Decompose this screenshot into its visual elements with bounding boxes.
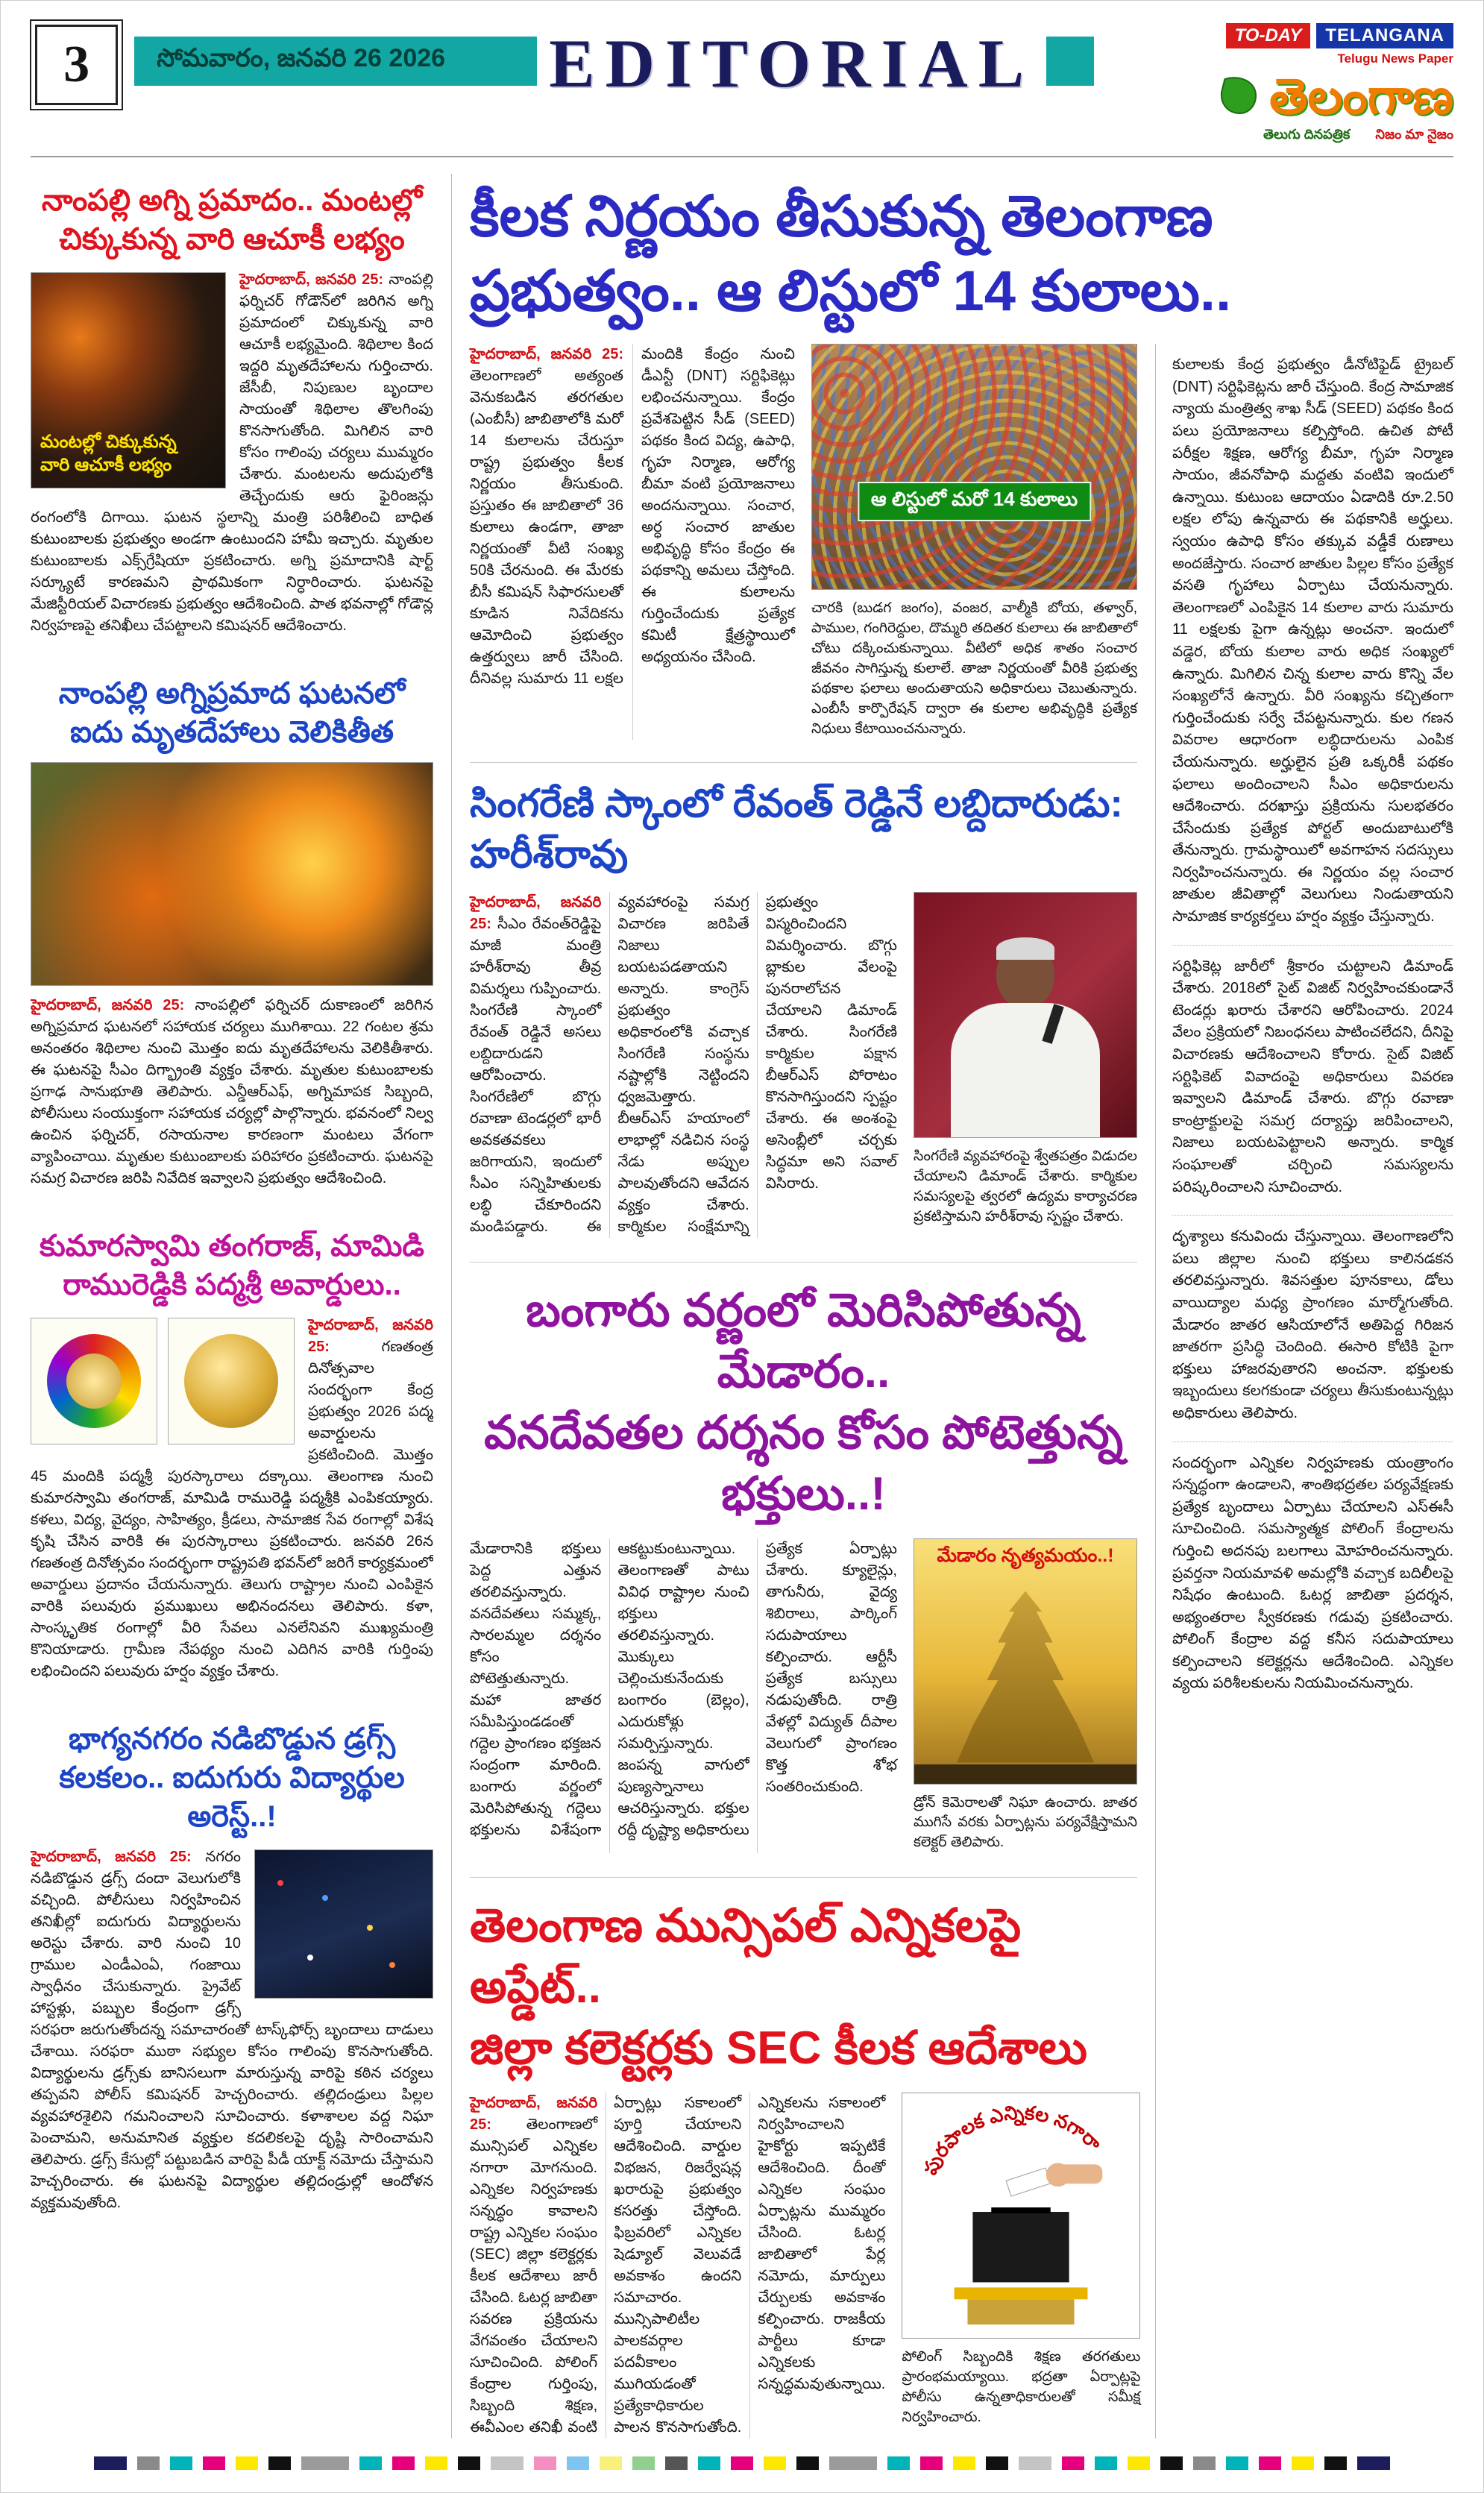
color-bar	[1019, 2456, 1051, 2470]
headline-line2: వనదేవతల దర్శనం కోసం పోటెత్తున్న భక్తులు..!	[484, 1406, 1123, 1520]
color-bar	[567, 2456, 589, 2470]
body-continuation: సింగరేణి వ్యవహారంపై శ్వేతపత్రం విడుదల చేయాలని డిమాండ్ చేశారు. కార్మికుల సమస్యలపై త్వరలో ఉద్యమ కార్యాచరణ ప్రకటిస్తామని హరీశ్‌రావు స్పష్టం చేశారు.	[914, 1148, 1137, 1225]
dateline: హైదరాబాద్, జనవరి 25:	[470, 346, 623, 363]
color-bar	[236, 2456, 258, 2470]
article-body	[470, 892, 897, 1238]
emblem-ring-icon	[47, 1334, 141, 1428]
color-bar	[1062, 2456, 1084, 2470]
page-number-box	[35, 25, 118, 105]
rail-text-dnt-seed: కులాలకు కేంద్ర ప్రభుత్వం డీనోటిఫైడ్ ట్రైబల్ (DNT) సర్టిఫికెట్లను జారీ చేస్తుంది. కేంద్ర సామాజిక న్యాయ మంత్రిత్వ శాఖ సీడ్ (SEED) పథకం కింద పలు ప్రయోజనాలు కల్పిస్తోంది. ఉచిత పోటీ పరీక్షల శిక్షణ, ఆరోగ్య బీమా, గృహ నిర్మాణ సాయం, జీవనోపాధి మద్దతు వంటివి ఇందులో ఉన్నాయి. కుటుంబ ఆదాయం ఏడాదికి రూ.2.50 లక్షల లోపు ఉన్నవారు ఈ పథకానికి అర్హులు. స్వయం ఉపాధి కోసం తక్కువ వడ్డీకే రుణాలు అందజేస్తారు. సంచార జాతుల పిల్లల కోసం ప్రత్యేక వసతి గృహాలు ఏర్పాటు చేయనున్నారు. తెలంగాణలో ఎంపికైన 14 కులాల వారు సుమారు 11 లక్షలకు పైగా ఉన్నట్లు అంచనా. ఇందులో వడ్డెర, బోయ కులాల వారు అధిక సంఖ్యలో ఉన్నారు. మిగిలిన చిన్న కులాల వారు కొన్ని వేల సంఖ్యలోనే ఉన్నారు. వీరి సంఖ్యను కచ్చితంగా గుర్తించేందుకు సర్వే చేపట్టనున్నారు. కుల గణన వివరాల ఆధారంగా లబ్ధిదారులను ఎంపిక చేయనున్నారు. అర్హులైన ప్రతి ఒక్కరికీ పథకం ఫలాలు అందించాలని సీఎం అధికారులను ఆదేశించారు. దరఖాస్తు ప్రక్రియను సులభతరం చేసేందుకు ప్రత్యేక పోర్టల్ అందుబాటులోకి తేనున్నారు. గ్రామస్థాయిలో అవగాహన సదస్సులు నిర్వహించనున్నారు. ఈ నిర్ణయం వల్ల సంచార జాతుల జీవితాల్లో వెలుగులు నిండుతాయని సామాజిక కార్యకర్తలు హర్షం వ్యక్తం చేస్తున్నారు.	[1172, 356, 1453, 925]
color-bar	[600, 2456, 622, 2470]
color-bar	[731, 2456, 753, 2470]
masthead-logo-row	[1106, 69, 1453, 124]
ballot-illustration	[902, 2093, 1139, 2338]
article-nampally-fire-trace	[31, 174, 433, 637]
color-bar	[534, 2456, 556, 2470]
body-text: నాంపల్లిలో ఫర్నిచర్ దుకాణంలో జరిగిన అగ్నిప్రమాద ఘటనలో సహాయక చర్యలు ముగిశాయి. 22 గంటల శ్రమ అనంతరం శిథిలాల నుంచి మొత్తం ఐదు మృతదేహాలను వెలికితీశారు. ఈ ఘటనపై సీఎం దిగ్భ్రాంతి వ్యక్తం చేశారు. మృతుల కుటుంబాలకు ప్రగాఢ సానుభూతి తెలిపారు. ఎన్డీఆర్ఎఫ్, అగ్నిమాపక సిబ్బంది, పోలీసులు సంయుక్తంగా సహాయక చర్యల్లో పాల్గొన్నారు. భవనంలో నిల్వ ఉంచిన ఫర్నిచర్, రసాయనాల కారణంగా మంటలు వేగంగా వ్యాపించాయి. మృతుల కుటుంబాలకు పరిహారం ప్రకటించారు. ఘటనపై సమగ్ర విచారణ జరిపి నివేదిక ఇవ్వాలని ప్రభుత్వం ఆదేశించింది.	[31, 996, 433, 1186]
dateline: హైదరాబాద్, జనవరి 25:	[31, 996, 185, 1013]
fire-collage-photo	[31, 272, 226, 488]
color-bar	[887, 2456, 910, 2470]
color-bar	[425, 2456, 447, 2470]
speaker-photo	[914, 892, 1137, 1138]
color-bar	[170, 2456, 192, 2470]
color-bar	[359, 2456, 382, 2470]
color-bar	[1226, 2456, 1248, 2470]
lead-headline	[470, 180, 1453, 330]
section-title: EDITORIAL	[549, 25, 1035, 101]
article-layout	[470, 892, 1137, 1238]
article-body	[470, 1538, 897, 1854]
speaker-torso	[951, 1003, 1100, 1138]
rail-text-medaram: దృశ్యాలు కనువిందు చేస్తున్నాయి. తెలంగాణలోని పలు జిల్లాల నుంచి భక్తులు కాలినడకన తరలివస్తున్నారు. శివసత్తుల పూనకాలు, డోలు వాయిద్యాల మధ్య ప్రాంగణం మార్మోగుతోంది. మేడారం జాతర ఆసియాలోనే అతిపెద్ద గిరిజన జాతరగా ప్రసిద్ధి చెందింది. ఈసారి కోటికి పైగా భక్తులు హాజరవుతారని అంచనా. భక్తులకు ఇబ్బందులు కలగకుండా చర్యలు తీసుకుంటున్నట్లు అధికారులు తెలిపారు.	[1172, 1215, 1453, 1441]
headline: సింగరేణి స్కాంలో రేవంత్ రెడ్డినే లబ్దిదారుడు: హరీశ్‌రావు	[470, 762, 1137, 880]
color-bar	[1324, 2456, 1347, 2470]
right-rail	[1155, 344, 1453, 2439]
crowd-photo	[811, 344, 1137, 590]
color-bar	[1128, 2456, 1150, 2470]
telangana-map-icon	[1216, 73, 1262, 119]
masthead-logo-text: తెలంగాణ	[1269, 69, 1453, 124]
headline-line1: బంగారు వర్ణంలో మెరిసిపోతున్న మేడారం..	[526, 1285, 1081, 1398]
left-column	[31, 174, 452, 2439]
article-padma-awards	[31, 1219, 433, 1682]
article-municipal-elections	[470, 1877, 1141, 2438]
photo-caption: మంటల్లో చిక్కుకున్న వారి ఆచూకీ లభ్యం	[40, 432, 177, 476]
photo-caption-ribbon: ఆ లిస్టులో మరో 14 కులాలు	[858, 482, 1091, 521]
color-bar	[1292, 2456, 1314, 2470]
color-bar	[268, 2456, 291, 2470]
date-text: సోమవారం, జనవరి 26 2026	[157, 43, 446, 72]
color-bar	[953, 2456, 975, 2470]
page-header	[31, 20, 1453, 157]
temple-silhouette	[957, 1591, 1094, 1763]
masthead-top-row	[1106, 23, 1453, 48]
medaram-temple-photo	[914, 1538, 1137, 1785]
figure-column	[914, 892, 1137, 1238]
masthead-sub-left: తెలుగు దినపత్రిక	[1263, 126, 1351, 142]
body-text: నగరం నడిబొడ్డున డ్రగ్స్ దందా వెలుగులోకి వచ్చింది. పోలీసులు నిర్వహించిన తనిఖీల్లో ఐదుగురు విద్యార్థులను అరెస్టు చేశారు. వారి నుంచి 10 గ్రాముల ఎండీఎంఏ, గంజాయి స్వాధీనం చేసుకున్నారు. ప్రైవేట్ హాస్టళ్లు, పబ్బుల కేంద్రంగా డ్రగ్స్ సరఫరా జరుగుతోందన్న సమాచారంతో టాస్క్‌ఫోర్స్ బృందాలు దాడులు చేశాయి. సరఫరా ముఠా సభ్యుల కోసం గాలింపు కొనసాగుతోంది. విద్యార్థులను డ్రగ్స్‌కు బానిసలుగా మారుస్తున్న వారిపై కఠిన చర్యలు తప్పవని పోలీస్ కమిషనర్ హెచ్చరించారు. తల్లిదండ్రులు పిల్లల వ్యవహారశైలిని గమనించాలని సూచించారు. కళాశాలల వద్ద నిఘా పెంచామని, అనుమానిత వ్యక్తుల కదలికలపై దృష్టి సారించామని తెలిపారు. డ్రగ్స్ కేసుల్లో పట్టుబడిన వారిపై పీడీ యాక్ట్ నమోదు చేస్తామని హెచ్చరించారు. ఈ ఘటనపై విద్యార్థుల తల్లిదండ్రుల్లో ఆందోళన వ్యక్తమవుతోంది.	[31, 1848, 433, 2211]
ballot-slot	[992, 2207, 1051, 2213]
headline: నాంపల్లి అగ్నిప్రమాద ఘటనలో ఐదు మృతదేహాలు వెలికితీత	[58, 676, 406, 749]
headline-line2: జిల్లా కలెక్టర్లకు SEC కీలక ఆదేశాలు	[470, 2022, 1087, 2075]
color-bar	[301, 2456, 349, 2470]
headline	[470, 1262, 1137, 1524]
color-bar	[796, 2456, 819, 2470]
body-continuation: డ్రోన్ కెమెరాలతో నిఘా ఉంచారు. జాతర ముగిసే వరకు ఏర్పాట్లను పర్యవేక్షిస్తామని కలెక్టర్ తెలిపారు.	[914, 1794, 1137, 1851]
main-area	[470, 174, 1453, 2439]
headline: నాంపల్లి అగ్ని ప్రమాదం.. మంటల్లో చిక్కుకున్న వారి ఆచూకీ లభ్యం	[41, 183, 423, 256]
body-text: మేడారానికి భక్తులు పెద్ద ఎత్తున తరలివస్తున్నారు. వనదేవతలు సమ్మక్క, సారలమ్మల దర్శనం కోసం పోటెత్తుతున్నారు. మహా జాతర సమీపిస్తుండడంతో గద్దెల ప్రాంగణం భక్తజన సంద్రంగా మారింది. బంగారు వర్ణంలో మెరిసిపోతున్న గద్దెలు భక్తులను విశేషంగా ఆకట్టుకుంటున్నాయి. తెలంగాణతో పాటు వివిధ రాష్ట్రాల నుంచి భక్తులు తరలివస్తున్నారు. మొక్కులు చెల్లించుకునేందుకు బంగారం (బెల్లం), ఎదురుకోళ్లు సమర్పిస్తున్నారు. జంపన్న వాగులో పుణ్యస్నానాలు ఆచరిస్తున్నారు. భక్తుల రద్దీ దృష్ట్యా అధికారులు ప్రత్యేక ఏర్పాట్లు చేశారు. క్యూలైన్లు, తాగునీరు, వైద్య శిబిరాలు, పార్కింగ్ సదుపాయాలు కల్పించారు. ఆర్టీసీ ప్రత్యేక బస్సులు నడుపుతోంది. రాత్రి వేళల్లో విద్యుత్ దీపాల వెలుగులో ప్రాంగణం కొత్త శోభ సంతరించుకుంది.	[470, 1540, 897, 1838]
dateline: హైదరాబాద్, జనవరి 25:	[31, 1848, 192, 1865]
color-bars	[35, 2456, 1449, 2470]
article-medaram-jatara	[470, 1262, 1137, 1853]
masthead-subtexts	[1106, 127, 1453, 145]
body-text: గణతంత్ర దినోత్సవాల సందర్భంగా కేంద్ర ప్రభుత్వం 2026 పద్మ అవార్డులను ప్రకటించింది. మొత్తం 45 మందికి పద్మశ్రీ పురస్కారాలు దక్కాయి. తెలంగాణ నుంచి కుమారస్వామి తంగరాజ్, మామిడి రామురెడ్డి పద్మశ్రీకి ఎంపికయ్యారు. కళలు, విద్య, వైద్యం, సాహిత్యం, క్రీడలు, సామాజిక సేవ రంగాల్లో విశేష కృషి చేసిన వారికి ఈ పురస్కారాలు ప్రకటించారు. జనవరి 26న గణతంత్ర దినోత్సవం సందర్భంగా రాష్ట్రపతి భవన్‌లో జరిగే కార్యక్రమంలో అవార్డులు ప్రదానం చేయనున్నారు. తెలుగు రాష్ట్రాల నుంచి ఎంపికైన వారికి పలువురు ప్రముఖులు అభినందనలు తెలిపారు. కళా, సాంస్కృతిక రంగాల్లో వీరి సేవలు ఎనలేనివని ముఖ్యమంత్రి కొనియాడారు. గ్రామీణ నేపథ్యం నుంచి ఎదిగిన వారికి గుర్తింపు లభించిందని పలువురు హర్షం వ్యక్తం చేశారు.	[31, 1338, 433, 1679]
pedestal	[955, 2287, 1088, 2299]
gold-medal-icon	[184, 1334, 278, 1428]
article-singareni-scam	[470, 762, 1137, 1238]
headline-line1: తెలంగాణ మున్సిపల్ ఎన్నికలపై అప్డేట్..	[470, 1900, 1022, 2013]
figure-column	[914, 1538, 1137, 1854]
lead-headline-line1: కీలక నిర్ణయం తీసుకున్న తెలంగాణ	[470, 184, 1213, 248]
body-continuation: పోలింగ్ సిబ్బందికి శిక్షణ తరగతులు ప్రారంభమయ్యాయి. భద్రతా ఏర్పాట్లపై పోలీసు ఉన్నతాధికారులతో సమీక్ష నిర్వహించారు.	[902, 2348, 1141, 2425]
masthead-today-label: TO-DAY	[1226, 23, 1311, 48]
article-bc-list	[470, 344, 1137, 740]
headline: భాగ్యనగరం నడిబొడ్డున డ్రగ్స్ కలకలం.. ఐదుగురు విద్యార్థుల అరెస్ట్..!	[59, 1722, 405, 1833]
emblem-core-icon	[66, 1354, 122, 1409]
masthead-tagline: Telugu News Paper	[1337, 51, 1453, 66]
headline	[470, 1877, 1137, 2078]
photo-caption: మేడారం నృత్యమయం..!	[937, 1544, 1114, 1566]
color-bar	[665, 2456, 688, 2470]
ballot-box	[973, 2212, 1069, 2282]
color-bar	[491, 2456, 524, 2470]
dateline: హైదరాబాద్, జనవరి 25:	[470, 2094, 598, 2133]
article-layout	[470, 344, 1137, 740]
main-row	[470, 344, 1453, 2439]
color-bar	[920, 2456, 943, 2470]
dateline: హైదరాబాద్, జనవరి 25:	[470, 894, 602, 933]
article-body	[470, 2093, 885, 2439]
article-layout	[470, 2093, 1141, 2439]
article-body	[31, 995, 433, 1189]
ballot-graphic	[902, 2093, 1140, 2339]
color-calibration-footer	[31, 2439, 1453, 2485]
hand-arm	[1058, 2164, 1103, 2184]
night-police-photo	[254, 1849, 433, 1999]
article-nampally-fire-bodies	[31, 667, 433, 1189]
body-text: నాంపల్లి ఫర్నిచర్ గోడౌన్‌లో జరిగిన అగ్ని ప్రమాదంలో చిక్కుకున్న వారి ఆచూకీ లభ్యమైంది. శిథిలాల కింద ఇద్దరి మృతదేహాలను గుర్తించారు. జేసీబీ, నిపుణుల బృందాల సాయంతో శిథిలాల తొలగింపు కొనసాగుతోంది. మిగిలిన వారి కోసం గాలింపు చర్యలు ముమ్మరం చేశారు. మంటలను అదుపులోకి తెచ్చేందుకు ఆరు ఫైరింజన్లు రంగంలోకి దిగాయి. ఘటన స్థలాన్ని మంత్రి పరిశీలించి బాధిత కుటుంబాలకు ప్రభుత్వం అండగా ఉంటుందని హామీ ఇచ్చారు. మృతుల కుటుంబాలకు ఎక్స్‌గ్రేషియా ప్రకటించారు. అగ్ని ప్రమాదానికి షార్ట్ సర్క్యూటే కారణమని ప్రాథమికంగా నిర్ధారించారు. ఘటనపై మేజిస్టీరియల్ విచారణకు ప్రభుత్వం ఆదేశించింది. పాత భవనాల్లో గోడౌన్ల నిర్వహణపై తనిఖీలు చేపట్టాలని కమిషనర్ ఆదేశించారు.	[31, 271, 433, 634]
figure-column	[811, 344, 1137, 740]
headline: కుమారస్వామి తంగరాజ్, మామిడి రామురెడ్డికి పద్మశ్రీ అవార్డులు..	[39, 1229, 425, 1301]
award-emblem-photo	[31, 1318, 157, 1444]
color-bar	[1095, 2456, 1117, 2470]
content-area	[31, 157, 1453, 2439]
ballot-paper	[1007, 2168, 1051, 2196]
color-bar	[94, 2456, 127, 2470]
masthead-state-label: TELANGANA	[1316, 23, 1453, 48]
center-column	[470, 344, 1141, 2439]
speaker-head	[996, 940, 1054, 1007]
pedestal-base	[968, 2299, 1075, 2324]
dateline: హైదరాబాద్, జనవరి 25:	[239, 271, 384, 288]
rail-text-singareni: సర్టిఫికెట్ల జారీలో శ్రీకారం చుట్టాలని డిమాండ్ చేశారు. 2018లో సైట్ విజిట్ నిర్వహించకుండానే టెండర్లు ఖరారు చేశారని ఆరోపించారు. 2024 వేలం ప్రక్రియలో నిబంధనలు పాటించలేదని, దీనిపై విచారణకు ఆదేశించాలని కోరారు. సైట్ విజిట్ సర్టిఫికెట్ వివాదంపై అధికారులు వివరణ ఇవ్వాలని డిమాండ్ చేశారు. బొగ్గు రవాణా కాంట్రాక్టులపై సమగ్ర దర్యాప్తు జరిపించాలని, నిజాలు బయటపెట్టాలని అన్నారు. కార్మిక సంఘాలతో చర్చించి సమస్యలను పరిష్కరించాలని సూచించారు.	[1172, 945, 1453, 1216]
ballot-arc-text: పురపాలక ఎన్నికల నగారా	[919, 2102, 1106, 2178]
dateline: హైదరాబాద్, జనవరి 25:	[308, 1316, 433, 1355]
body-text: సీఎం రేవంత్‌రెడ్డిపై మాజీ మంత్రి హరీశ్‌రావు తీవ్ర విమర్శలు గుప్పించారు. సింగరేణి స్కాంలో రేవంత్ రెడ్డినే అసలు లబ్దిదారుడని ఆరోపించారు. సింగరేణిలో బొగ్గు రవాణా టెండర్లలో భారీ అవకతవకలు జరిగాయని, ఇందులో సీఎం సన్నిహితులకు లబ్ధి చేకూరిందని మండిపడ్డారు. ఈ వ్యవహారంపై సమగ్ర విచారణ జరిపితే నిజాలు బయటపడతాయని అన్నారు. కాంగ్రెస్ ప్రభుత్వం అధికారంలోకి వచ్చాక సింగరేణి సంస్థను నష్టాల్లోకి నెట్టిందని ధ్వజమెత్తారు. బీఆర్ఎస్ హయాంలో లాభాల్లో నడిచిన సంస్థ నేడు అప్పుల పాలవుతోందని ఆవేదన వ్యక్తం చేశారు. కార్మికుల సంక్షేమాన్ని ప్రభుత్వం విస్మరించిందని విమర్శించారు. బొగ్గు బ్లాకుల వేలంపై పునరాలోచన చేయాలని డిమాండ్ చేశారు. సింగరేణి కార్మికుల పక్షాన బీఆర్ఎస్ పోరాటం కొనసాగిస్తుందని స్పష్టం చేశారు. ఈ అంశంపై అసెంబ్లీలో చర్చకు సిద్ధమా అని సవాల్ విసిరారు.	[470, 894, 897, 1236]
color-bar	[1357, 2456, 1390, 2470]
color-bar	[632, 2456, 655, 2470]
color-bar	[392, 2456, 415, 2470]
teal-accent-block	[1046, 37, 1094, 86]
body-text: తెలంగాణలో మున్సిపల్ ఎన్నికల నగారా మోగనుంది. ఎన్నికల నిర్వహణకు సన్నద్ధం కావాలని రాష్ట్ర ఎన్నికల సంఘం (SEC) జిల్లా కలెక్టర్లకు కీలక ఆదేశాలు జారీ చేసింది. ఓటర్ల జాబితా సవరణ ప్రక్రియను వేగవంతం చేయాలని సూచించింది. పోలింగ్ కేంద్రాల గుర్తింపు, సిబ్బంది శిక్షణ, ఈవీఎంల తనిఖీ వంటి ఏర్పాట్లు సకాలంలో పూర్తి చేయాలని ఆదేశించింది. వార్డుల విభజన, రిజర్వేషన్ల ఖరారుపై ప్రభుత్వం కసరత్తు చేస్తోంది. ఫిబ్రవరిలో ఎన్నికల షెడ్యూల్ వెలువడే అవకాశం ఉందని సమాచారం. మున్సిపాలిటీల పాలకవర్గాల పదవీకాలం ముగియడంతో ప్రత్యేకాధికారుల పాలన కొనసాగుతోంది. ఎన్నికలను సకాలంలో నిర్వహించాలని హైకోర్టు ఇప్పటికే ఆదేశించింది. దీంతో ఎన్నికల సంఘం ఏర్పాట్లను ముమ్మరం చేసింది. ఓటర్ల జాబితాలో పేర్ల నమోదు, మార్పులు చేర్పులకు అవకాశం కల్పించారు. రాజకీయ పార్టీలు కూడా ఎన్నికలకు సన్నద్ధమవుతున్నాయి.	[470, 2094, 886, 2436]
lead-headline-line2: ప్రభుత్వం.. ఆ లిస్టులో 14 కులాలు..	[470, 259, 1232, 323]
color-bar	[698, 2456, 720, 2470]
color-bar	[986, 2456, 1008, 2470]
rail-text-elections: సందర్భంగా ఎన్నికల నిర్వహణకు యంత్రాంగం సన్నద్ధంగా ఉండాలని, శాంతిభద్రతల పర్యవేక్షణకు ప్రత్యేక బృందాలు ఏర్పాటు చేయాలని ఎస్ఈసీ సూచించింది. సమస్యాత్మక పోలింగ్ కేంద్రాలను గుర్తించి అదనపు బలగాలు మోహరించనున్నారు. ప్రవర్తనా నియమావళి అమల్లోకి వచ్చాక బదిలీలపై నిషేధం ఉంటుంది. ఓటర్ల జాబితా ప్రదర్శన, అభ్యంతరాల స్వీకరణకు గడువు ప్రకటించారు. పోలింగ్ కేంద్రాల వద్ద కనీస సదుపాయాలు కల్పించాలని కలెక్టర్లను ఆదేశించింది. ఎన్నికల వ్యయ పరిశీలకులను నియమించనున్నారు.	[1172, 1442, 1453, 1712]
color-bar	[764, 2456, 786, 2470]
color-bar	[137, 2456, 160, 2470]
article-drugs-arrest	[31, 1712, 433, 2214]
masthead	[1106, 20, 1453, 145]
article-layout	[470, 1538, 1137, 1854]
date-strip	[134, 37, 537, 86]
masthead-sub-right: నిజం మా నైజం	[1375, 126, 1453, 142]
color-bar	[203, 2456, 225, 2470]
award-medal-photo	[168, 1318, 295, 1444]
article-body	[470, 344, 795, 740]
color-bar	[1259, 2456, 1281, 2470]
body-continuation: చారకి (బుడగ జంగం), వంజర, వాల్మీకి బోయ, తళ్వార్, పాముల, గంగిరెద్దుల, దొమ్మరి తదితర కులాలు ఈ జాబితాలో చోటు దక్కించుకున్నాయి. వీటిలో అధిక శాతం సంచార జీవనం సాగిస్తున్న కులాలే. తాజా నిర్ణయంతో వీరికి ప్రభుత్వ పథకాల ఫలాలు అందుతాయని అధికారులు చెబుతున్నారు. ఎంబీసీ కార్పొరేషన్ ద్వారా ఈ కులాల అభివృద్ధికి ప్రత్యేక నిధులు కేటాయించనున్నారు.	[811, 600, 1137, 738]
color-bar	[829, 2456, 877, 2470]
page-number: 3	[63, 36, 90, 93]
award-emblem-photos	[31, 1318, 295, 1444]
color-bar	[458, 2456, 480, 2470]
color-bar	[1193, 2456, 1216, 2470]
fire-scene-photo	[31, 762, 433, 986]
figure-column	[902, 2093, 1140, 2439]
body-text: తెలంగాణలో అత్యంత వెనుకబడిన తరగతుల (ఎంబీసీ) జాబితాలోకి మరో 14 కులాలను చేరుస్తూ రాష్ట్ర ప్రభుత్వం కీలక నిర్ణయం తీసుకుంది. ప్రస్తుతం ఈ జాబితాలో 36 కులాలు ఉండగా, తాజా నిర్ణయంతో వీటి సంఖ్య 50కి చేరనుంది. ఈ మేరకు బీసీ కమిషన్ సిఫారసులతో కూడిన నివేదికను ఆమోదించి ప్రభుత్వం ఉత్తర్వులు జారీ చేసింది. దీనివల్ల సుమారు 11 లక్షల మందికి కేంద్రం నుంచి డీఎన్టీ (DNT) సర్టిఫికెట్లు లభించనున్నాయి. కేంద్రం ప్రవేశపెట్టిన సీడ్ (SEED) పథకం కింద విద్య, ఉపాధి, గృహ నిర్మాణ, ఆరోగ్య బీమా వంటి ప్రయోజనాలు అందనున్నాయి. సంచార, అర్ధ సంచార జాతుల అభివృద్ధి కోసం కేంద్రం ఈ పథకాన్ని అమలు చేస్తోంది. ఈ కులాలను గుర్తించేందుకు ప్రత్యేక కమిటీ క్షేత్రస్థాయిలో అధ్యయనం చేసింది.	[470, 346, 795, 688]
color-bar	[1160, 2456, 1183, 2470]
